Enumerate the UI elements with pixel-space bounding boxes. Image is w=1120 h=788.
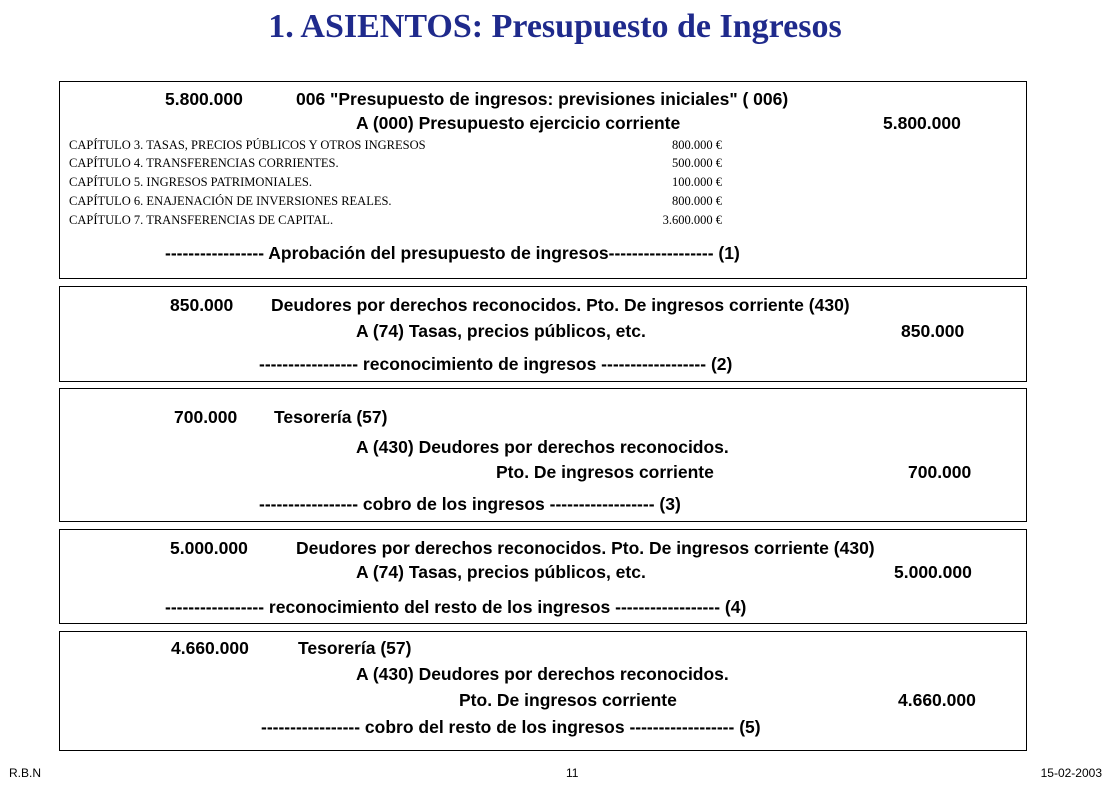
journal-entry-1 bbox=[59, 81, 1027, 279]
debit-account: Tesorería (57) bbox=[298, 638, 412, 658]
chapter-amount: 100.000 € bbox=[672, 175, 722, 189]
debit-account: Deudores por derechos reconocidos. Pto. De ingresos corriente (430) bbox=[271, 295, 850, 315]
credit-amount: 850.000 bbox=[901, 321, 965, 341]
journal-entry-5 bbox=[59, 631, 1027, 751]
credit-account-continued: Pto. De ingresos corriente bbox=[459, 690, 677, 710]
debit-amount: 5.800.000 bbox=[165, 89, 243, 109]
credit-account: A (430) Deudores por derechos reconocidos. bbox=[356, 437, 729, 457]
credit-account: A (74) Tasas, precios públicos, etc. bbox=[356, 321, 646, 341]
credit-amount: 4.660.000 bbox=[898, 690, 976, 710]
chapter-amount: 800.000 € bbox=[672, 194, 722, 208]
credit-amount: 5.800.000 bbox=[883, 113, 961, 133]
credit-account: A (430) Deudores por derechos reconocidos. bbox=[356, 664, 729, 684]
entry-description: ----------------- cobro de los ingresos ------------------ (3) bbox=[259, 494, 681, 514]
credit-account: A (000) Presupuesto ejercicio corriente bbox=[356, 113, 681, 133]
credit-account: A (74) Tasas, precios públicos, etc. bbox=[356, 562, 646, 582]
page-title: 1. ASIENTOS: Presupuesto de Ingresos bbox=[268, 8, 842, 45]
journal-entry-2 bbox=[59, 286, 1027, 382]
chapter-amount: 800.000 € bbox=[672, 138, 722, 152]
credit-amount: 700.000 bbox=[908, 462, 972, 482]
debit-amount: 700.000 bbox=[174, 407, 238, 427]
debit-account: 006 "Presupuesto de ingresos: previsiones iniciales" ( 006) bbox=[296, 89, 789, 109]
debit-amount: 5.000.000 bbox=[170, 538, 248, 558]
chapter-amount: 500.000 € bbox=[672, 156, 722, 170]
debit-amount: 850.000 bbox=[170, 295, 234, 315]
debit-account: Tesorería (57) bbox=[274, 407, 388, 427]
chapter-amount: 3.600.000 € bbox=[662, 213, 722, 227]
journal-entry-3 bbox=[59, 388, 1027, 522]
debit-account: Deudores por derechos reconocidos. Pto. De ingresos corriente (430) bbox=[296, 538, 875, 558]
credit-account-continued: Pto. De ingresos corriente bbox=[496, 462, 714, 482]
credit-amount: 5.000.000 bbox=[894, 562, 972, 582]
chapter-label: CAPÍTULO 5. INGRESOS PATRIMONIALES. bbox=[69, 175, 312, 189]
footer-author: R.B.N bbox=[9, 766, 42, 780]
entry-description: ----------------- reconocimiento de ingresos ------------------ (2) bbox=[259, 354, 733, 374]
footer-date: 15-02-2003 bbox=[1040, 766, 1102, 780]
chapter-label: CAPÍTULO 4. TRANSFERENCIAS CORRIENTES. bbox=[69, 156, 339, 170]
debit-amount: 4.660.000 bbox=[171, 638, 249, 658]
footer-page-number: 11 bbox=[566, 766, 579, 780]
chapter-label: CAPÍTULO 6. ENAJENACIÓN DE INVERSIONES REALES. bbox=[69, 194, 392, 208]
entry-description: ----------------- cobro del resto de los ingresos ------------------ (5) bbox=[261, 717, 761, 737]
chapter-label: CAPÍTULO 3. TASAS, PRECIOS PÚBLICOS Y OTROS INGRESOS bbox=[69, 138, 426, 152]
chapter-label: CAPÍTULO 7. TRANSFERENCIAS DE CAPITAL. bbox=[69, 213, 334, 227]
entry-description: ----------------- Aprobación del presupuesto de ingresos------------------ (1) bbox=[165, 243, 740, 263]
entry-description: ----------------- reconocimiento del resto de los ingresos ------------------ (4) bbox=[165, 597, 747, 617]
journal-entry-4 bbox=[59, 529, 1027, 624]
